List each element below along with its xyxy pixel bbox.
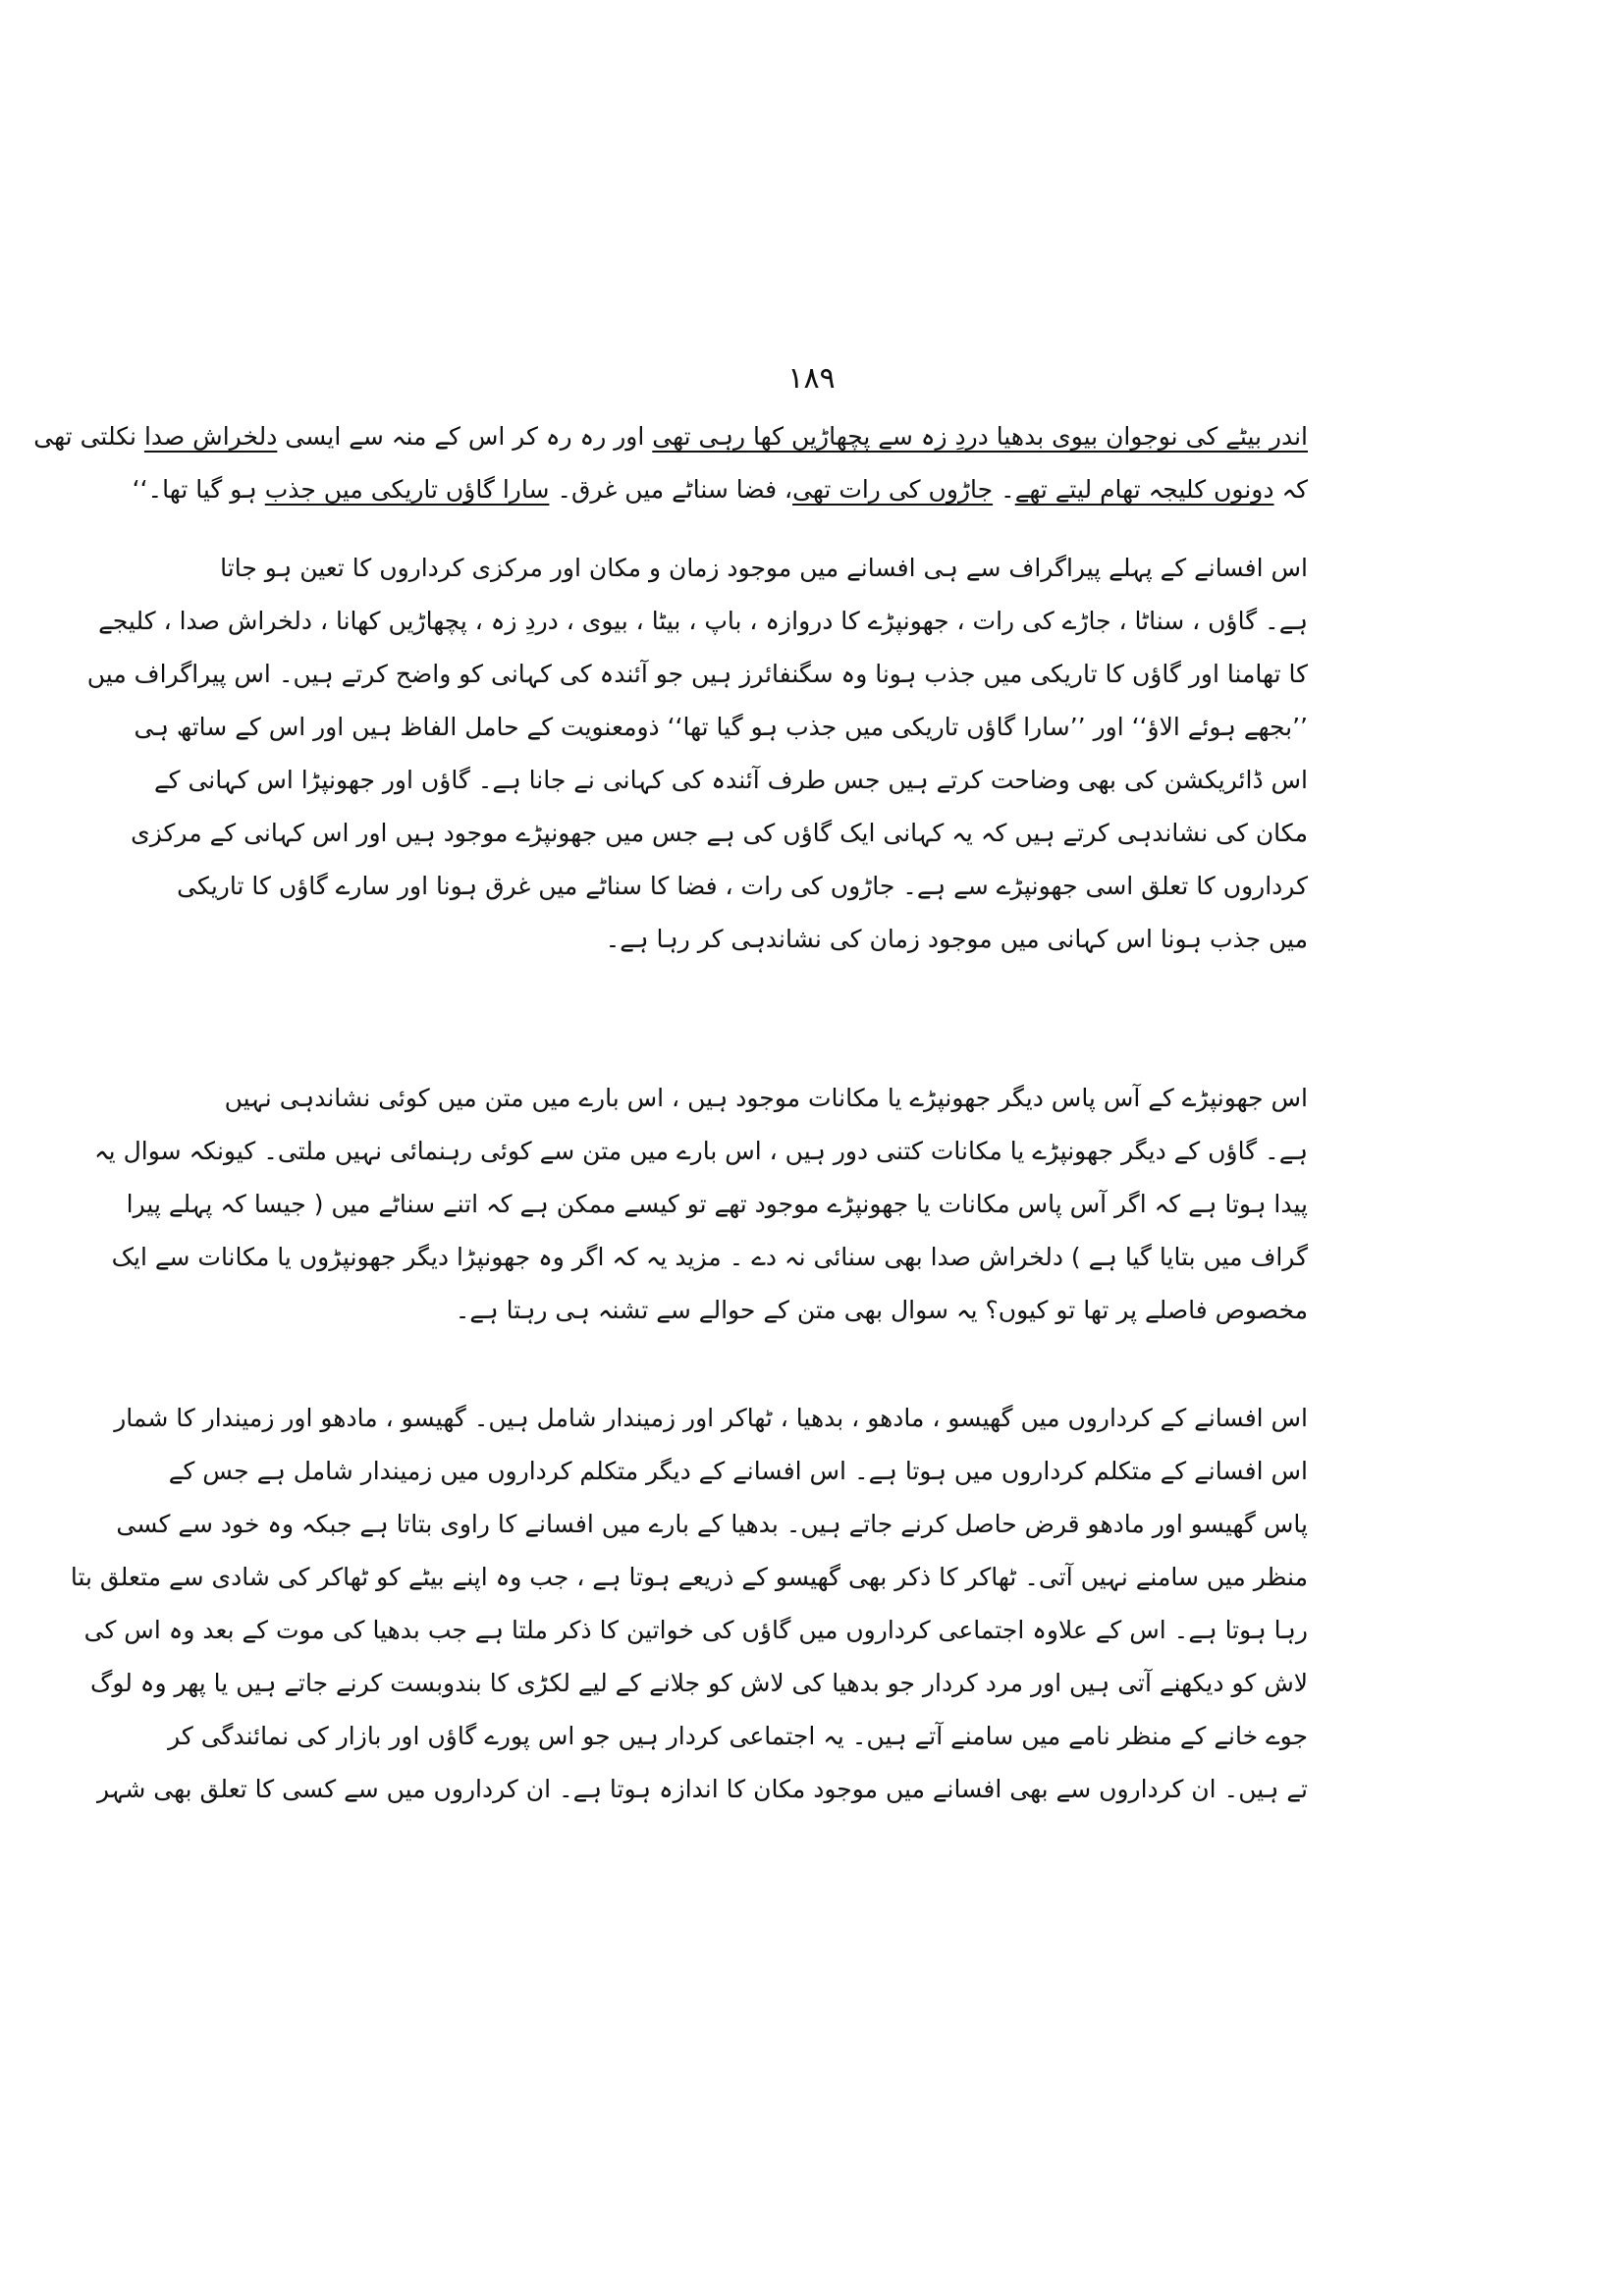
paragraph-line: اس افسانے کے پہلے پیراگراف سے ہی افسانے میں موجود زمان و مکان اور مرکزی کرداروں کا تعین ہو جاتا xyxy=(220,554,1308,582)
paragraph-line: تے ہیں۔ ان کرداروں سے بھی افسانے میں موجود مکان کا اندازہ ہوتا ہے۔ ان کرداروں میں سے کسی کا تعلق بھی شہر xyxy=(96,1775,1308,1803)
paragraph-line: اس جھونپڑے کے آس پاس دیگر جھونپڑے یا مکانات موجود ہیں ، اس بارے میں متن میں کوئی نشاندہی نہیں xyxy=(224,1084,1308,1112)
paragraph-line: اس ڈائریکشن کی بھی وضاحت کرتے ہیں جس طرف آئندہ کی کہانی نے جانا ہے۔ گاؤں اور جھونپڑا اس کہانی کے xyxy=(153,766,1308,794)
underlined-phrase: سارا گاؤں تاریکی میں جذب xyxy=(264,475,550,504)
underlined-phrase: دلخراش صدا xyxy=(143,422,278,451)
paragraph-line: میں جذب ہونا اس کہانی میں موجود زمان کی نشاندہی کر رہا ہے۔ xyxy=(605,925,1308,953)
paragraph-line: منظر میں سامنے نہیں آتی۔ ٹھاکر کا ذکر بھی گھیسو کے ذریعے ہوتا ہے ، جب وہ اپنے بیٹے کو ٹھاکر کی شادی سے متعلق بتا xyxy=(70,1563,1308,1591)
paragraph-line: کرداروں کا تعلق اسی جھونپڑے سے ہے۔ جاڑوں کی رات ، فضا کا سناٹے میں غرق ہونا اور سارے گاؤں کا تاریکی xyxy=(177,872,1308,900)
quote-text: ۔ xyxy=(993,475,1015,504)
quote-line xyxy=(132,463,1308,516)
paragraph-setting xyxy=(86,542,1308,966)
paragraph-line: لاش کو دیکھنے آتی ہیں اور مرد کردار جو بدھیا کی لاش کو جلانے کے لیے لکڑی کا بندوبست کرنے جاتے ہیں یا پھر وہ لوگ xyxy=(89,1669,1308,1697)
underlined-phrase: دونوں کلیجہ تھام لیتے تھے xyxy=(1014,475,1274,504)
paragraph-line: جوے خانے کے منظر نامے میں سامنے آتے ہیں۔ یہ اجتماعی کردار ہیں جو اس پورے گاؤں اور بازار کی نمائندگی کر xyxy=(168,1722,1308,1750)
paragraph-line: پاس گھیسو اور مادھو قرض حاصل کرنے جاتے ہیں۔ بدھیا کے بارے میں افسانے کا راوی بتاتا ہے جبکہ وہ خود سے کسی xyxy=(116,1510,1308,1538)
underlined-phrase: اندر بیٹے کی نوجوان بیوی بدھیا دردِ زہ سے پچھاڑیں کھا رہی تھی xyxy=(652,422,1308,451)
page-number: ۱۸۹ xyxy=(787,361,836,396)
paragraph-line: کا تھامنا اور گاؤں کا تاریکی میں جذب ہونا وہ سگنفائرز ہیں جو آئندہ کی کہانی کو واضح کرتے ہیں۔ اس پیراگراف میں xyxy=(86,660,1308,688)
paragraph-line: مخصوص فاصلے پر تھا تو کیوں؟ یہ سوال بھی متن کے حوالے سے تشنہ ہی رہتا ہے۔ xyxy=(455,1296,1308,1324)
paragraph-line: ہے۔ گاؤں کے دیگر جھونپڑے یا مکانات کتنی دور ہیں ، اس بارے میں متن سے کوئی رہنمائی نہیں ملتی۔ کیونکہ سوال یہ xyxy=(94,1137,1308,1165)
paragraph-line: مکان کی نشاندہی کرتے ہیں کہ یہ کہانی ایک گاؤں کی ہے جس میں جھونپڑے موجود ہیں اور اس کہانی کے مرکزی xyxy=(131,819,1308,847)
paragraph-characters xyxy=(70,1392,1308,1816)
paragraph-line: گراف میں بتایا گیا ہے ) دلخراش صدا بھی سنائی نہ دے ۔ مزید یہ کہ اگر وہ جھونپڑا دیگر جھونپڑوں یا مکانات سے ایک xyxy=(111,1243,1308,1271)
paragraph-line: ’’بجھے ہوئے الاؤ‘‘ اور ’’سارا گاؤں تاریکی میں جذب ہو گیا تھا‘‘ ذومعنویت کے حامل الفاظ ہیں اور اس کے ساتھ ہی xyxy=(134,713,1308,741)
paragraph-line: رہا ہوتا ہے۔ اس کے علاوہ اجتماعی کرداروں میں گاؤں کی خواتین کا ذکر ملتا ہے جب بدھیا کی موت کے بعد وہ اس کی xyxy=(83,1616,1308,1644)
quote-text: ہو گیا تھا۔‘‘ xyxy=(132,475,265,504)
quote-line xyxy=(33,410,1308,463)
quote-text: ، فضا سناٹے میں غرق۔ xyxy=(549,475,793,504)
paragraph-surroundings xyxy=(94,1072,1308,1337)
underlined-phrase: جاڑوں کی رات تھی xyxy=(792,475,994,504)
quote-text: کہ xyxy=(1273,475,1308,504)
quoted-passage xyxy=(33,410,1308,516)
quote-text: نکلتی تھی xyxy=(33,422,144,451)
paragraph-line: اس افسانے کے کرداروں میں گھیسو ، مادھو ، بدھیا ، ٹھاکر اور زمیندار شامل ہیں۔ گھیسو ، مادھو اور زمیندار کا شمار xyxy=(114,1404,1308,1432)
paragraph-line: پیدا ہوتا ہے کہ اگر آس پاس مکانات یا جھونپڑے موجود تھے تو کیسے ممکن ہے کہ اتنے سناٹے میں ( جیسا کہ پہلے پیرا xyxy=(126,1190,1308,1218)
paragraph-line: اس افسانے کے متکلم کرداروں میں ہوتا ہے۔ اس افسانے کے دیگر متکلم کرداروں میں زمیندار شامل ہے جس کے xyxy=(168,1457,1308,1485)
quote-text: اور رہ رہ کر اس کے منہ سے ایسی xyxy=(277,422,653,451)
paragraph-line: ہے۔ گاؤں ، سناٹا ، جاڑے کی رات ، جھونپڑے کا دروازہ ، باپ ، بیٹا ، بیوی ، دردِ زہ ، پچھاڑیں کھانا ، دلخراش صدا ، کلیجے xyxy=(98,607,1308,635)
